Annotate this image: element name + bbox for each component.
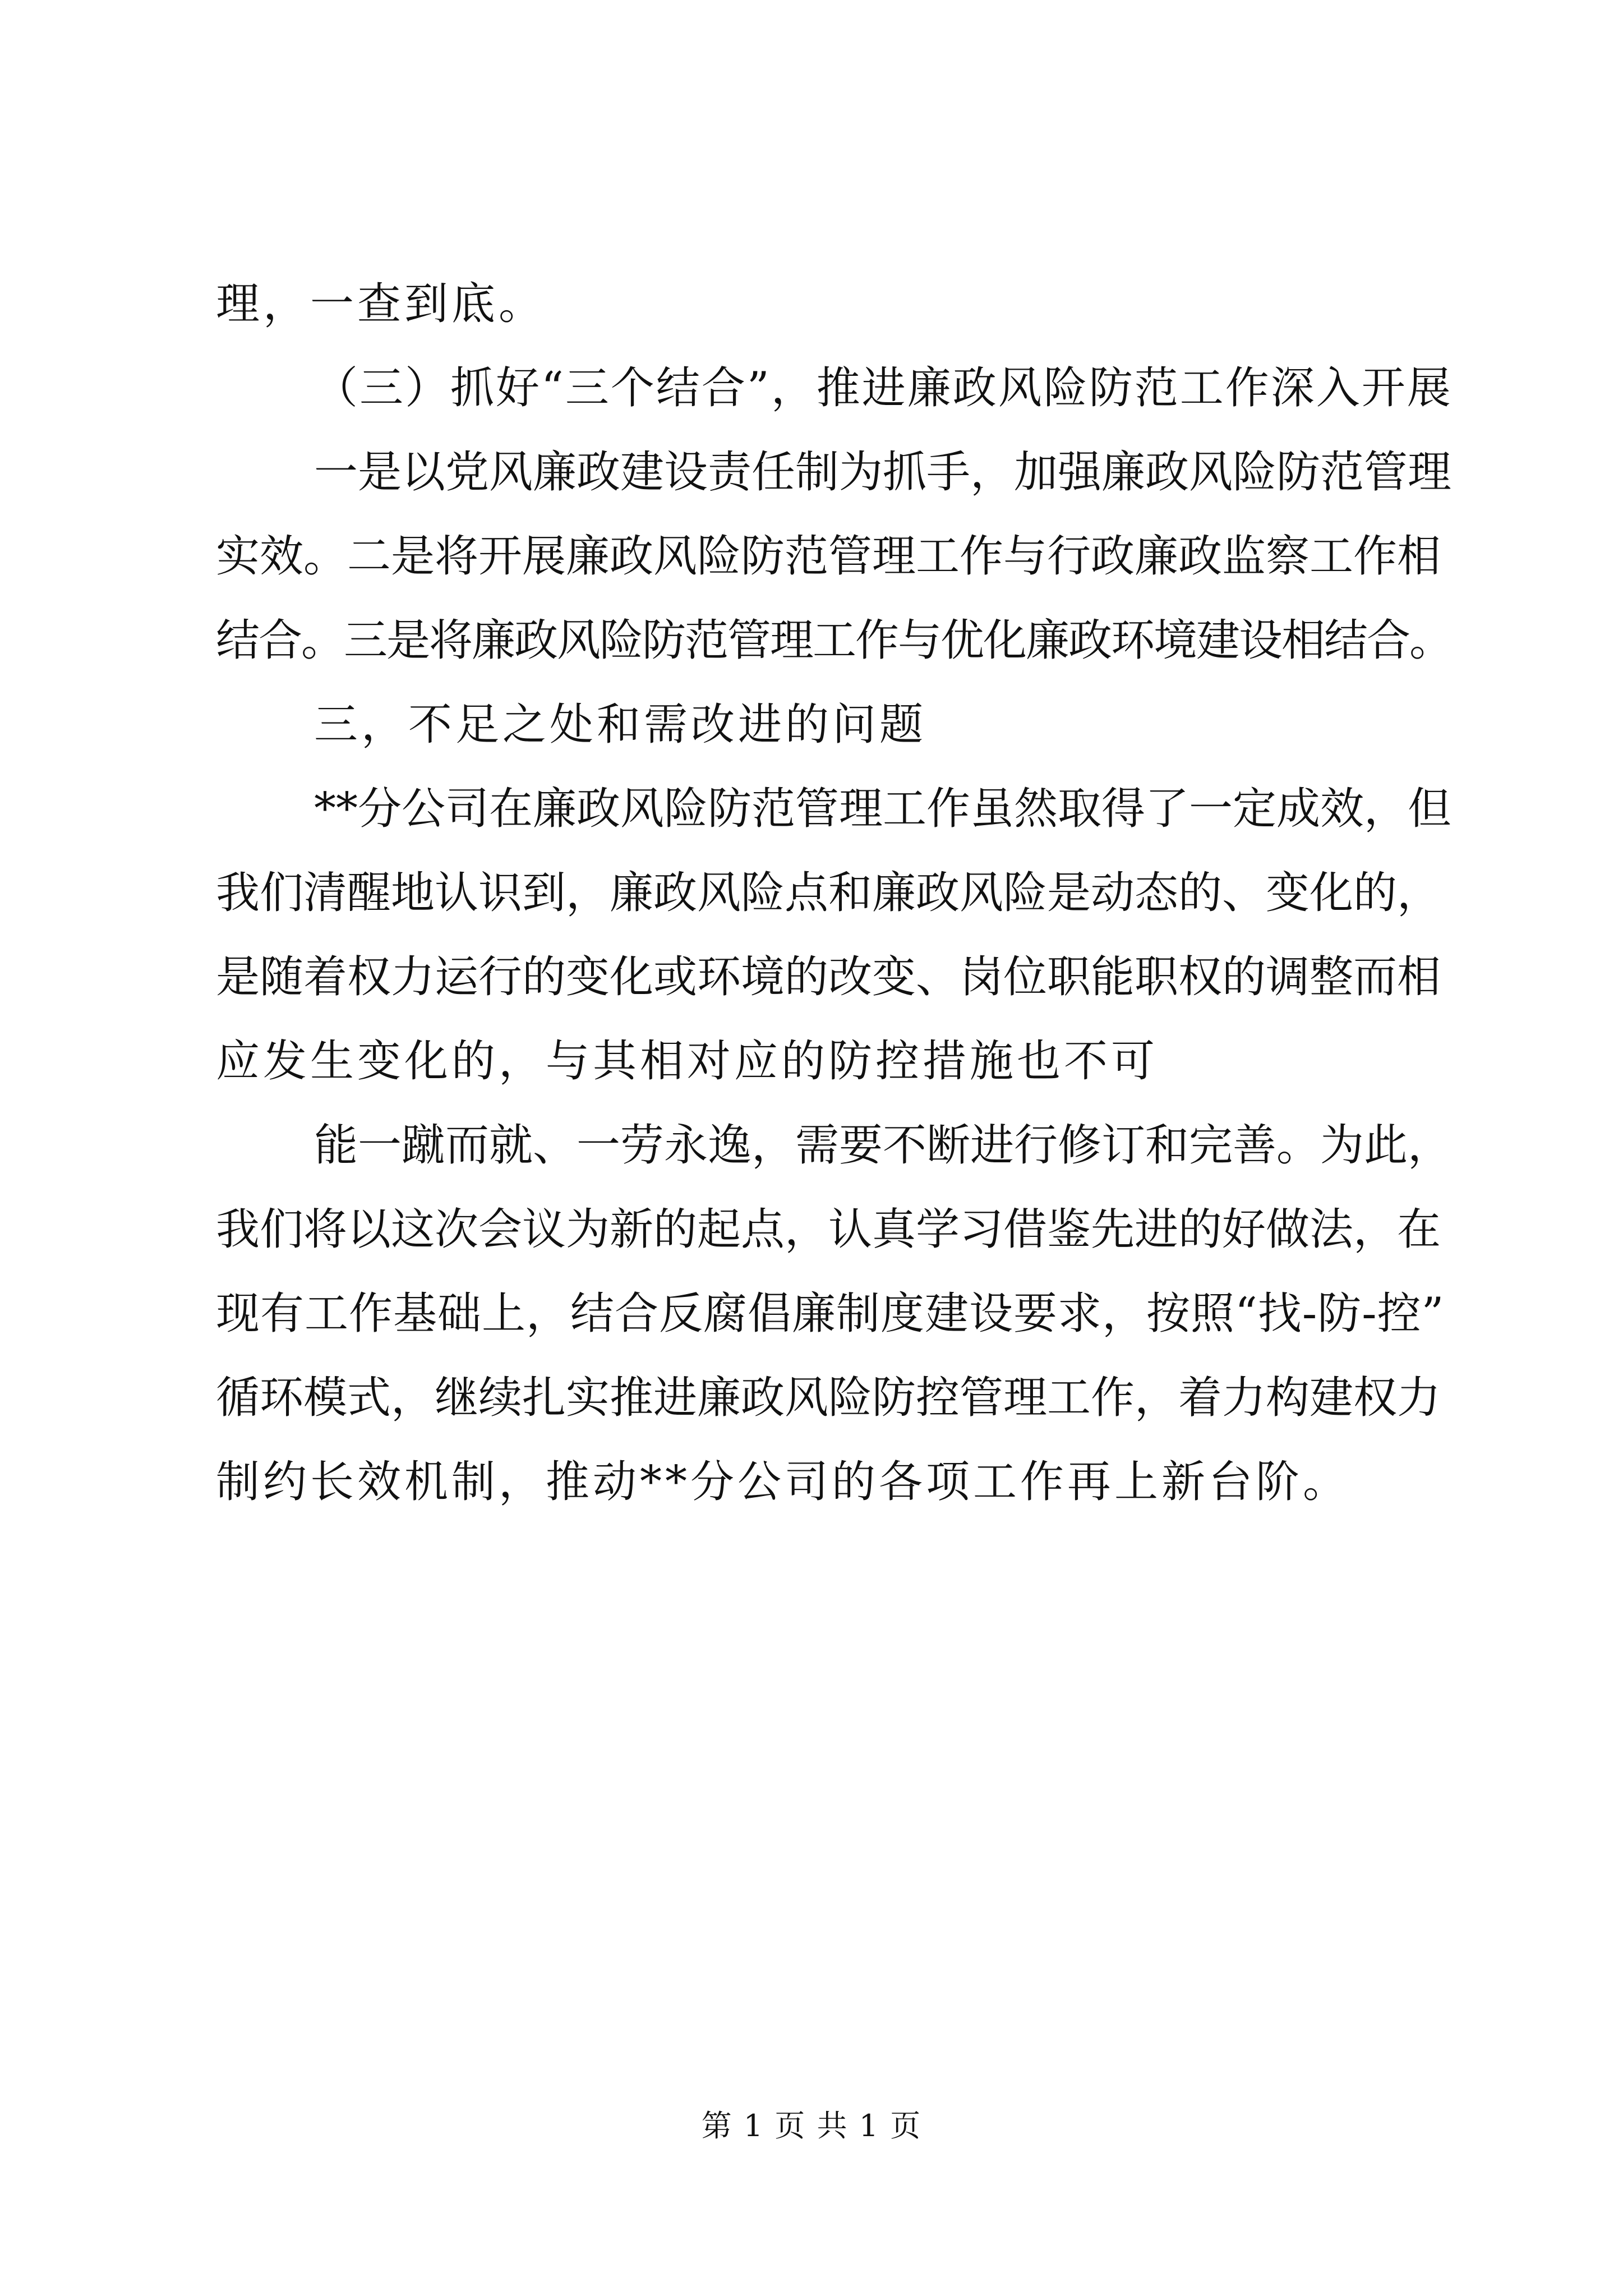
- page-footer: 第 1 页 共 1 页: [701, 2108, 922, 2143]
- text-line-14: 循环模式，继续扎实推进廉政风险防控管理工作，着力构建权力: [216, 1373, 1441, 1423]
- text-line-13: 现有工作基础上，结合反腐倡廉制度建设要求，按照“找-防-控”: [216, 1289, 1445, 1339]
- text-line-5: 结合。三是将廉政风险防范管理工作与优化廉政环境建设相结合。: [216, 615, 1453, 666]
- text-line-4: 实效。二是将开展廉政风险防范管理工作与行政廉政监察工作相: [216, 531, 1441, 582]
- text-line-15: 制约长效机制，推动**分公司的各项工作再上新台阶。: [216, 1457, 1350, 1507]
- text-line-3: 一是以党风廉政建设责任制为抓手，加强廉政风险防范管理: [314, 447, 1452, 498]
- text-line-12: 我们将以这次会议为新的起点，认真学习借鉴先进的好做法，在: [216, 1204, 1441, 1255]
- text-line-1: 理，一查到底。: [216, 279, 546, 329]
- text-line-2: （三）抓好“三个结合”，推进廉政风险防范工作深入开展: [314, 363, 1453, 413]
- text-line-9: 是随着权力运行的变化或环境的改变、岗位职能职权的调整而相: [216, 952, 1441, 1002]
- text-line-10: 应发生变化的，与其相对应的防控措施也不可: [216, 1036, 1159, 1087]
- section-heading: 三，不足之处和需改进的问题: [314, 700, 927, 750]
- text-line-11: 能一蹴而就、一劳永逸，需要不断进行修订和完善。为此，: [314, 1120, 1452, 1171]
- text-line-8: 我们清醒地认识到，廉政风险点和廉政风险是动态的、变化的，: [216, 868, 1441, 918]
- text-line-7: **分公司在廉政风险防范管理工作虽然取得了一定成效，但: [314, 784, 1452, 834]
